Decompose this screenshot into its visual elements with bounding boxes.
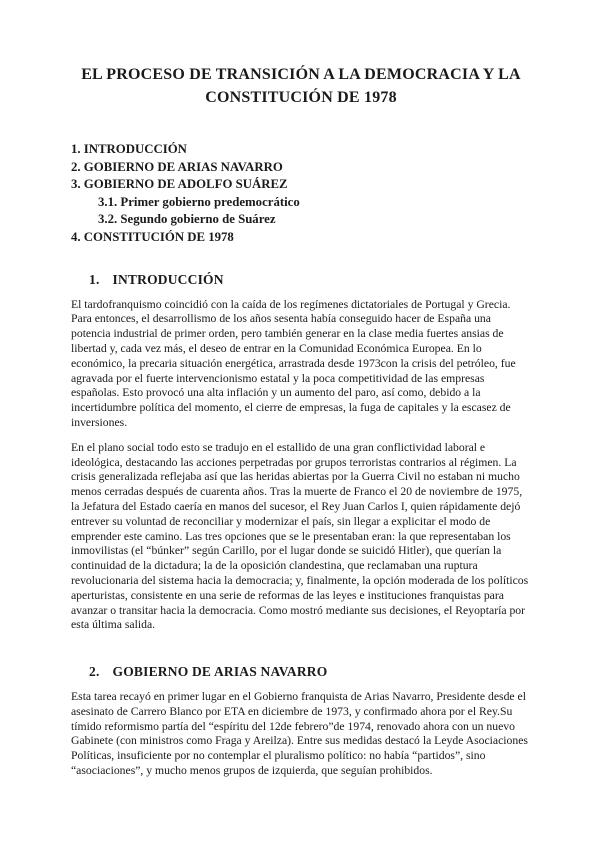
- section-number: 2.: [89, 664, 100, 680]
- section-heading-gobierno-arias-navarro: [71, 663, 531, 681]
- toc-item-segundo-gobierno-de-suarez: 3.2. Segundo gobierno de Suárez: [98, 212, 276, 227]
- section-number: 1.: [89, 271, 100, 287]
- section-gobierno-arias-navarro: [71, 663, 531, 779]
- section-introduccion: [71, 271, 531, 634]
- document-title: EL PROCESO DE TRANSICIÓN A LA DEMOCRACIA Y LA CONSTITUCIÓN DE 1978: [81, 66, 521, 106]
- paragraph-gobierno-arias-1: Esta tarea recayó en primer lugar en el Gobierno franquista de Arias Navarro, Presidente desde el asesinato de Carrero Blanco por ETA en diciembre de 1973, y confirmado ahora por el Rey.Su tímido reformismo partía del “espíritu del 12de febrero”de 1974, renovado ahora con un nuevo Gabinete (con ministros como Fraga y Areilza). Entre sus medidas destacó la Leyde Asociaciones Políticas, insuficiente por no contemplar el pluralismo político: no había “partidos”, sino “asociaciones”, y mucho menos grupos de izquierda, que seguían prohibidos.: [71, 690, 528, 778]
- toc-item-gobierno-arias-navarro: 2. GOBIERNO DE ARIAS NAVARRO: [71, 159, 283, 174]
- section-heading-introduccion: [71, 271, 531, 289]
- table-of-contents: [71, 141, 531, 247]
- paragraph-introduccion-2: En el plano social todo esto se tradujo en el estallido de una gran conflictividad laboral e ideológica, destacando las acciones perpetradas por grupos terroristas contrarios al régimen. La crisis generalizada reflejaba así que las heridas abiertas por la Guerra Civil no estaban ni mucho menos cerradas después de cuarenta años. Tras la muerte de Franco el 20 de noviembre de 1975, la Jefatura del Estado caería en manos del sucesor, el Rey Juan Carlos I, quien rápidamente dejó entrever su voluntad de reconciliar y modernizar el país, sin llegar a explicitar el modo de emprender este camino. Las tres opciones que se le presentaban eran: la que representaban los inmovilistas (el “búnker” según Carillo, por el lugar donde se suicidó Hitler), que querían la continuidad de la dictadura; la de la oposición clandestina, que reclamaban una ruptura revolucionaria del sistema hacia la democracia; y, finalmente, la opción moderada de los políticos aperturistas, consistente en una serie de reformas de las leyes e instituciones franquistas para avanzar o transitar hacia la democracia. Como mostró mediante sus decisiones, el Reyoptaría por esta última salida.: [71, 440, 529, 632]
- toc-item-primer-gobierno-predemocratico: 3.1. Primer gobierno predemocrático: [98, 194, 300, 209]
- toc-item-introduccion: 1. INTRODUCCIÓN: [71, 142, 187, 156]
- toc-item-constitucion-de-1978: 4. CONSTITUCIÓN DE 1978: [71, 229, 234, 244]
- section-title: GOBIERNO DE ARIAS NAVARRO: [112, 664, 328, 680]
- paragraph-introduccion-1: El tardofranquismo coincidió con la caída de los regímenes dictatoriales de Portugal y Grecia. Para entonces, el desarrollismo de los años sesenta había conseguido hacer de España una potencia industrial de primer orden, pero también generar en la clase media fuertes ansias de libertad y, cada vez más, el deseo de entrar en la Comunidad Económica Europea. En lo económico, la precaria situación energética, arrastrada desde 1973con la crisis del petróleo, fue agravada por el fuerte intervencionismo estatal y la poca competitividad de las empresas españolas. Esto provocó una alta inflación y un aumento del paro, así como, debido a la incertidumbre política del momento, el cierre de empresas, la fuga de capitales y la escasez de inversiones.: [71, 297, 516, 429]
- section-title: INTRODUCCIÓN: [112, 271, 224, 287]
- toc-item-gobierno-adolfo-suarez: 3. GOBIERNO DE ADOLFO SUÁREZ: [71, 177, 288, 192]
